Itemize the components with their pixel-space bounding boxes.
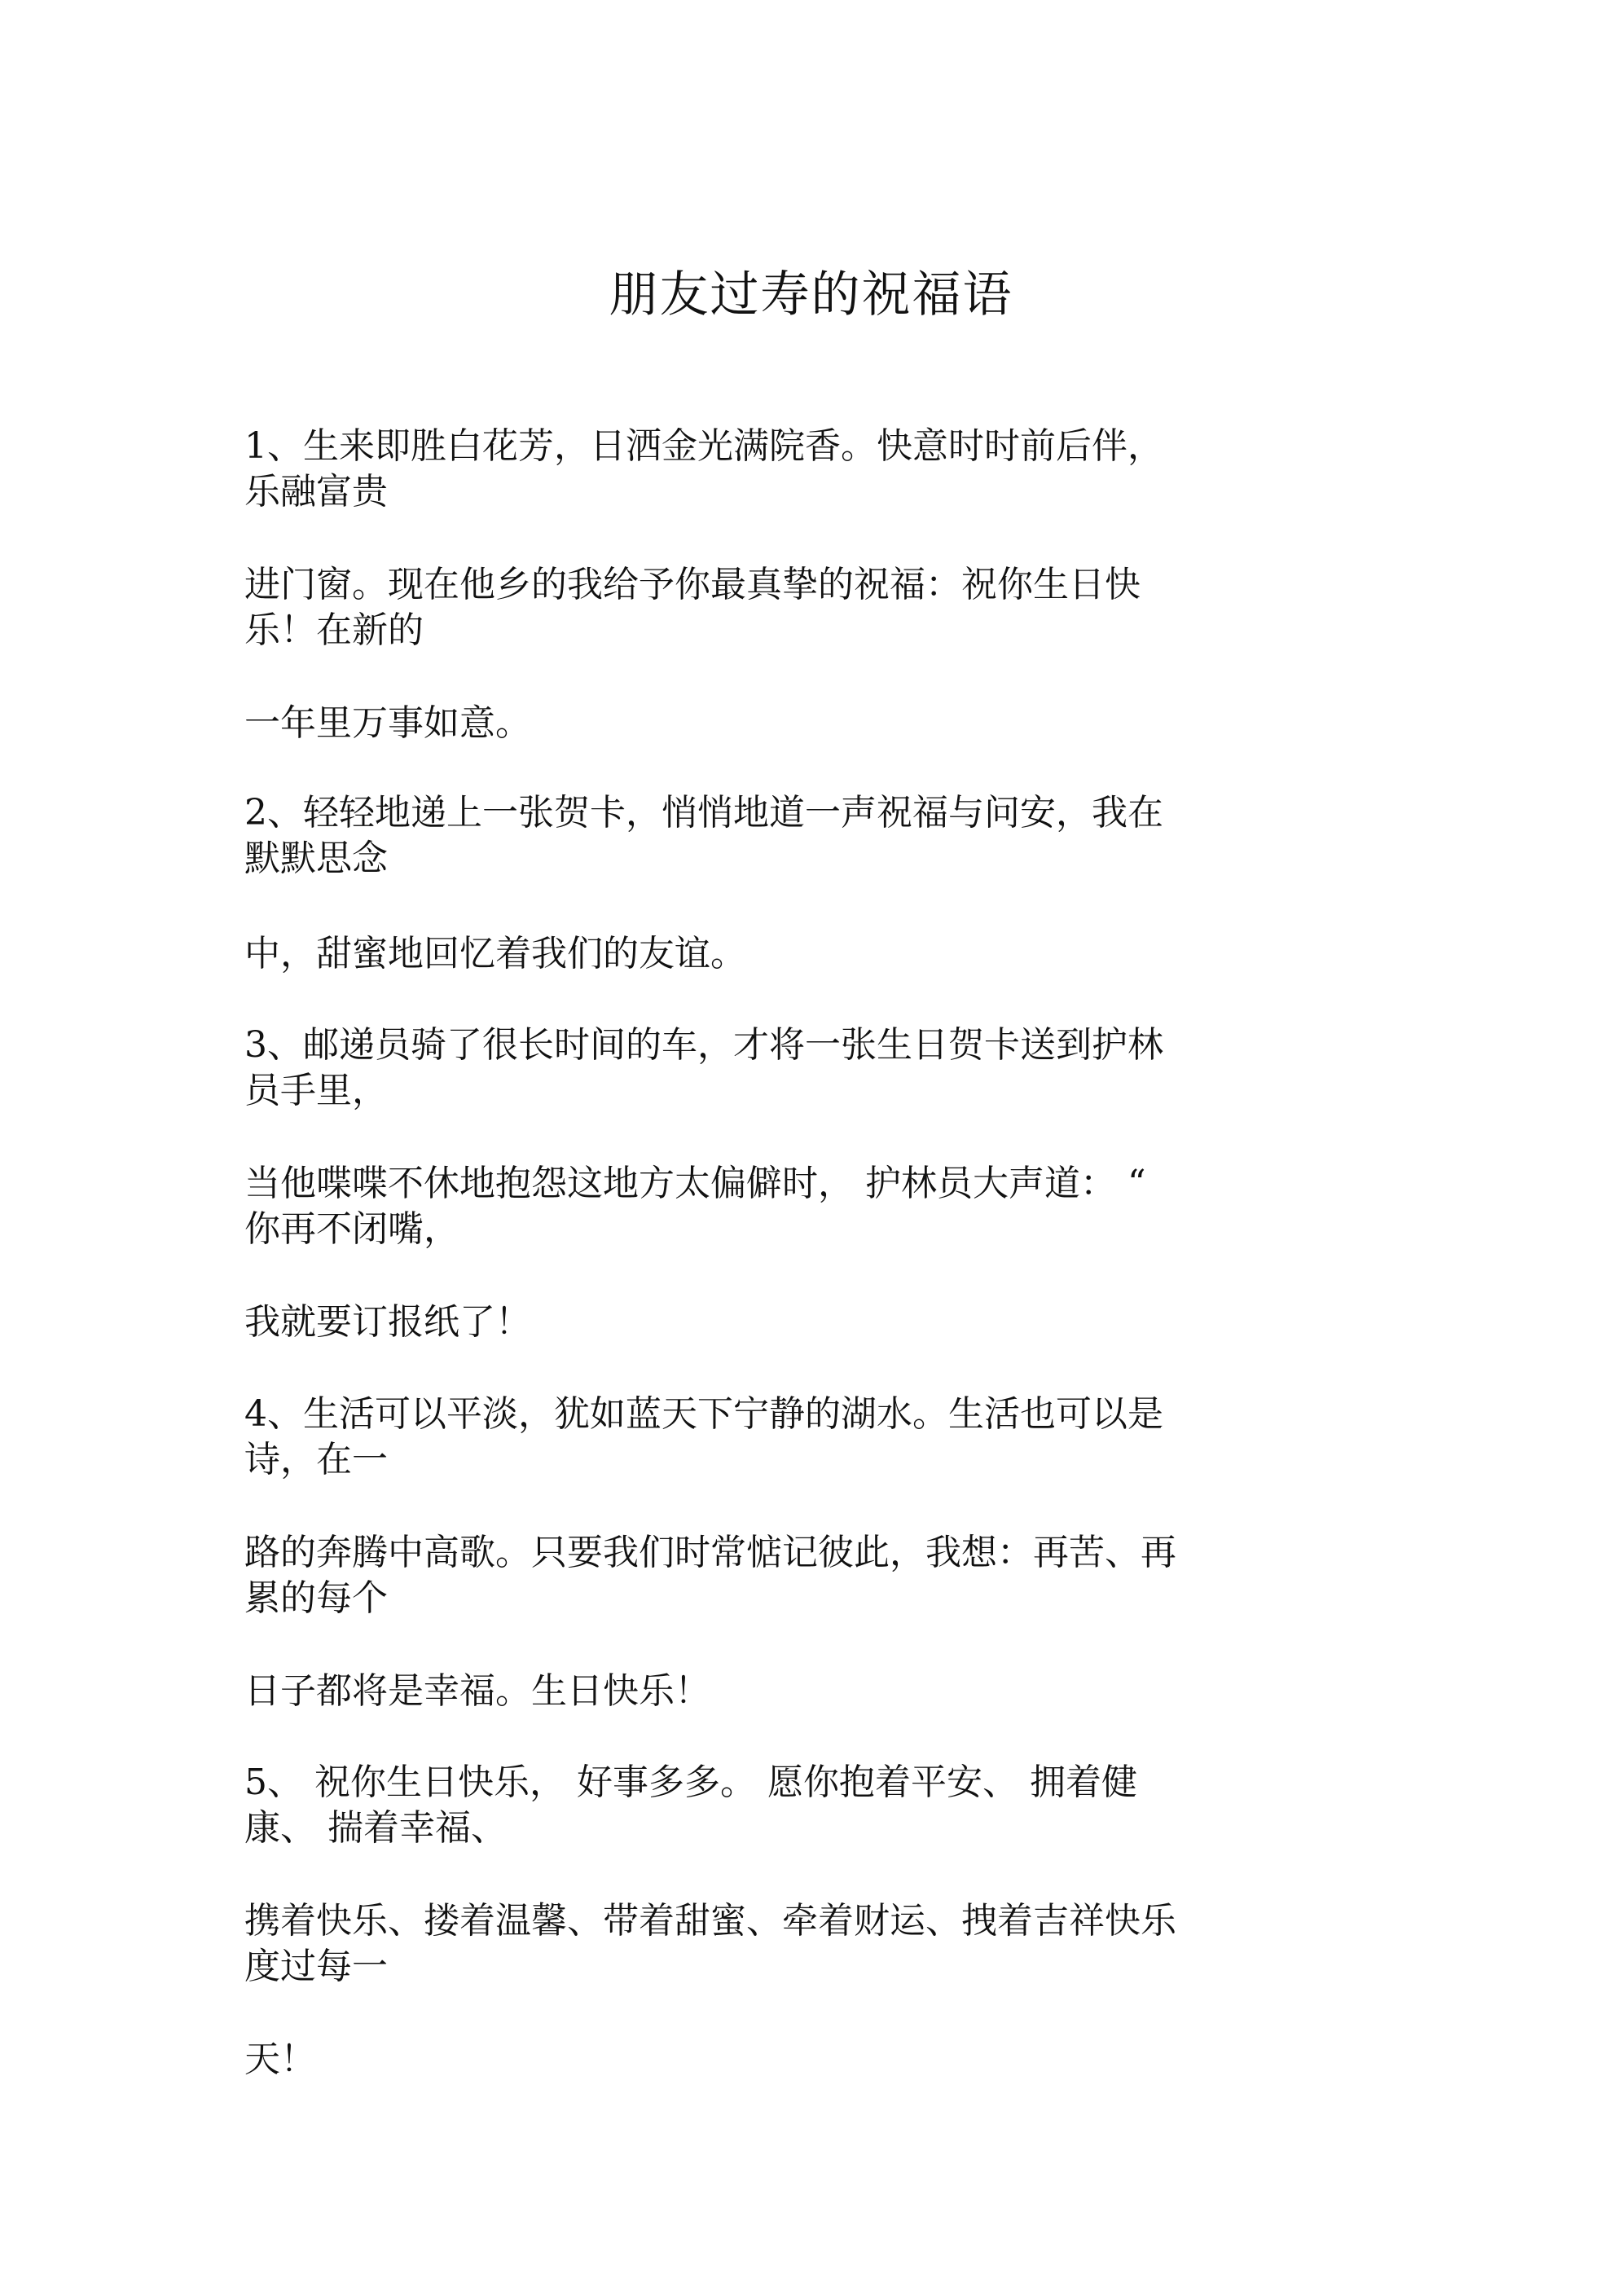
text-line: 乐！在新的 bbox=[244, 609, 424, 651]
text-line: 度过每一 bbox=[244, 1946, 388, 1987]
paragraph-6 bbox=[244, 1023, 1238, 1114]
text-line: 天！ bbox=[244, 2039, 316, 2080]
text-line: 你再不闭嘴， bbox=[244, 1208, 459, 1250]
text-line: 康、 揣着幸福、 bbox=[244, 1807, 507, 1849]
paragraph-12 bbox=[244, 1760, 1238, 1851]
text-line: 1、生来即胜白花芳，日洒金光满院香。快意时时前后伴， bbox=[244, 425, 1163, 467]
text-line: 路的奔腾中高歌。只要我们时常惦记彼此，我想：再苦、再 bbox=[244, 1532, 1176, 1573]
text-line: 一年里万事如意。 bbox=[244, 702, 531, 744]
paragraph-5 bbox=[244, 931, 1238, 977]
text-line: 默默思念 bbox=[244, 838, 388, 879]
text-line: 4、生活可以平淡，犹如蓝天下宁静的湖水。生活也可以是 bbox=[244, 1393, 1163, 1435]
paragraph-8 bbox=[244, 1300, 1238, 1345]
text-line: 员手里， bbox=[244, 1070, 388, 1111]
paragraph-10 bbox=[244, 1530, 1238, 1621]
paragraph-14 bbox=[244, 2037, 1238, 2083]
paragraph-4 bbox=[244, 790, 1238, 882]
text-line: 乐融富贵 bbox=[244, 471, 388, 512]
text-line: 中，甜蜜地回忆着我们的友谊。 bbox=[244, 933, 746, 974]
paragraph-3 bbox=[244, 701, 1238, 746]
paragraph-11 bbox=[244, 1669, 1238, 1714]
text-line: 当他喋喋不休地抱怨这地方太偏僻时， 护林员大声道： “ bbox=[244, 1163, 1146, 1204]
text-line: 进门窗。现在他乡的我给予你最真挚的祝福：祝你生日快 bbox=[244, 564, 1141, 605]
paragraph-1 bbox=[244, 424, 1238, 515]
text-line: 3、邮递员骑了很长时间的车，才将一张生日贺卡送到护林 bbox=[244, 1024, 1163, 1066]
paragraph-2 bbox=[244, 562, 1238, 653]
paragraph-7 bbox=[244, 1161, 1238, 1252]
text-line: 我就要订报纸了！ bbox=[244, 1301, 531, 1343]
paragraph-13 bbox=[244, 1898, 1238, 1990]
paragraph-9 bbox=[244, 1392, 1238, 1483]
text-line: 携着快乐、搂着温馨、带着甜蜜、牵着财运、拽着吉祥快乐 bbox=[244, 1900, 1176, 1942]
text-line: 2、轻轻地递上一张贺卡，悄悄地道一声祝福与问安，我在 bbox=[244, 792, 1163, 834]
text-line: 5、 祝你生日快乐， 好事多多。 愿你抱着平安、 拥着健 bbox=[244, 1762, 1137, 1803]
text-line: 日子都将是幸福。生日快乐！ bbox=[244, 1670, 710, 1712]
text-line: 累的每个 bbox=[244, 1577, 388, 1619]
text-line: 诗，在一 bbox=[244, 1439, 388, 1480]
document-title: 朋友过寿的祝福语 bbox=[609, 266, 1013, 323]
